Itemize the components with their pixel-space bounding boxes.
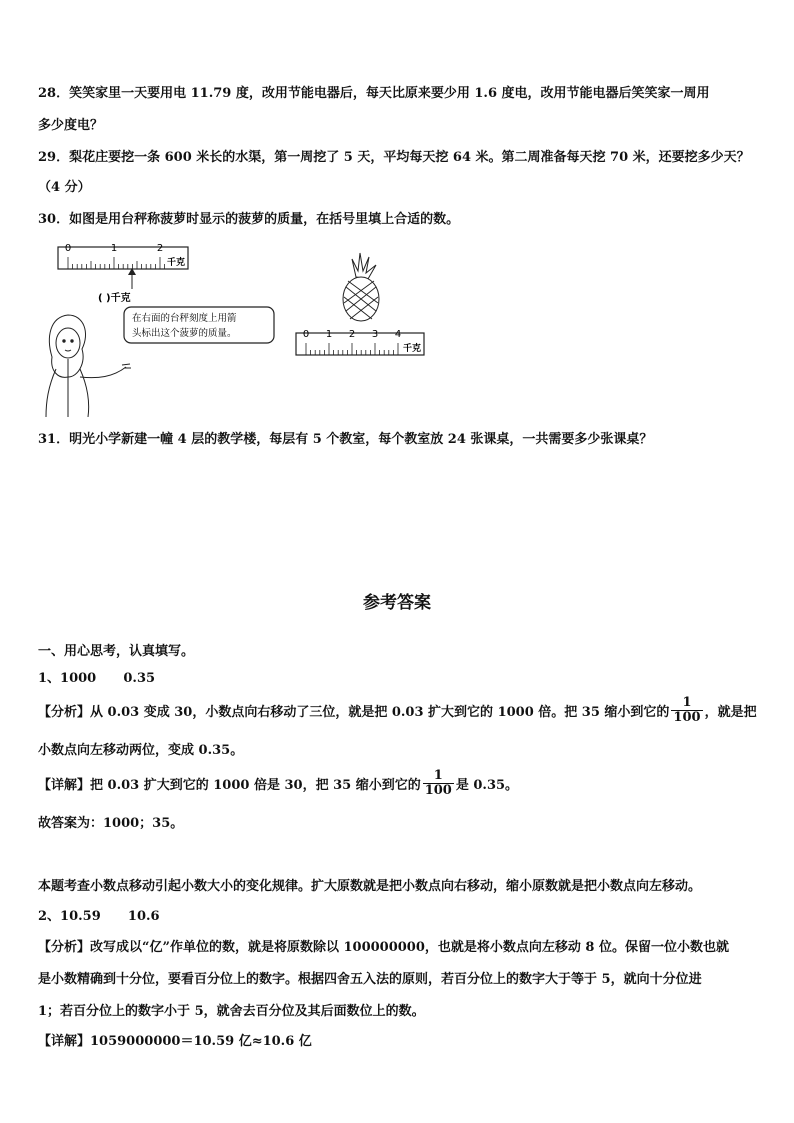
q31-line1: 31．明光小学新建一幢 4 层的教学楼，每层有 5 个教室，每个教室放 24 张课桌，一共需要多少张课桌？ — [38, 432, 653, 447]
a1-analysis-line1 — [38, 693, 757, 727]
scale-right-tick-label-0: 0 — [302, 329, 310, 340]
a1-final-answer: 故答案为：1000；35。 — [38, 816, 184, 831]
q29-line1: 29．梨花庄要挖一条 600 米长的水渠，第一周挖了 5 天，平均每天挖 64 米。第二周准备每天挖 70 米，还要挖多少天？ — [38, 150, 750, 165]
q28-line2: 多少度电？ — [38, 118, 104, 133]
a2-answer: 2、10.59 10.6 — [38, 909, 160, 924]
a1-detail — [38, 766, 518, 800]
a1-detail-fraction — [423, 769, 454, 798]
scale-left-tick-label-0: 0 — [64, 243, 72, 254]
answers-title: 参考答案 — [363, 593, 431, 613]
a1-answer: 1、1000 0.35 — [38, 671, 156, 686]
fraction-numerator: 1 — [423, 769, 454, 784]
a1-analysis-fraction — [671, 696, 702, 725]
scale-right-tick-label-4: 4 — [394, 329, 402, 340]
a2-analysis-line2: 是小数精确到十分位，要看百分位上的数字。根据四舍五入法的原则，若百分位上的数字大于等于 5，就向十分位进 — [38, 972, 702, 987]
a2-analysis-line3: 1；若百分位上的数字小于 5，就舍去百分位及其后面数位上的数。 — [38, 1004, 425, 1019]
q29-line2: （4 分） — [38, 180, 91, 195]
pineapple-icon — [343, 253, 379, 321]
fraction-denominator: 100 — [424, 782, 452, 798]
q30-line1: 30．如图是用台秤称菠萝时显示的菠萝的质量，在括号里填上合适的数。 — [38, 212, 460, 227]
a1-analysis-text-b: ，就是把 — [704, 704, 757, 720]
scale-left-tick-label-1: 1 — [110, 243, 118, 254]
a2-analysis-line1: 【分析】改写成以“亿”作单位的数，就是将原数除以 100000000，也就是将小数点向左移动 8 位。保留一位小数也就 — [38, 940, 729, 955]
scale-right-tick-label-3: 3 — [371, 329, 379, 340]
speech-line2: 头标出这个菠萝的质量。 — [132, 328, 237, 339]
fraction-numerator: 1 — [671, 696, 702, 711]
scale-right — [296, 329, 424, 355]
scale-left — [58, 243, 188, 289]
q30-figure — [38, 237, 438, 421]
a1-summary: 本题考查小数点移动引起小数大小的变化规律。扩大原数就是把小数点向右移动，缩小原数就是把小数点向左移动。 — [38, 879, 702, 894]
q30-answer-blank: ( )千克 — [98, 293, 131, 304]
girl-illustration — [46, 315, 131, 417]
speech-line1: 在右面的台秤刻度上用箭 — [132, 313, 237, 324]
fraction-denominator: 100 — [673, 709, 701, 725]
scale-right-unit: 千克 — [402, 344, 422, 354]
a2-detail: 【详解】1059000000＝10.59 亿≈10.6 亿 — [38, 1034, 312, 1049]
a1-detail-text-b: 是 0.35。 — [455, 777, 519, 793]
a1-analysis-text-a: 【分析】从 0.03 变成 30，小数点向右移动了三位，就是把 0.03 扩大到它的 1000 倍。把 35 缩小到它的 — [38, 704, 670, 720]
scale-left-tick-label-2: 2 — [156, 243, 164, 254]
speech-bubble — [124, 307, 274, 343]
scale-right-tick-label-2: 2 — [348, 329, 356, 340]
q28-line1: 28．笑笑家里一天要用电 11.79 度，改用节能电器后，每天比原来要少用 1.6 度电，改用节能电器后笑笑家一周用 — [38, 86, 710, 101]
a1-analysis-line2: 小数点向左移动两位，变成 0.35。 — [38, 743, 244, 758]
answers-section-heading: 一、用心思考，认真填写。 — [38, 644, 195, 659]
scale-left-unit: 千克 — [166, 258, 186, 268]
a1-detail-text-a: 【详解】把 0.03 扩大到它的 1000 倍是 30，把 35 缩小到它的 — [38, 777, 421, 793]
scale-right-tick-label-1: 1 — [325, 329, 333, 340]
